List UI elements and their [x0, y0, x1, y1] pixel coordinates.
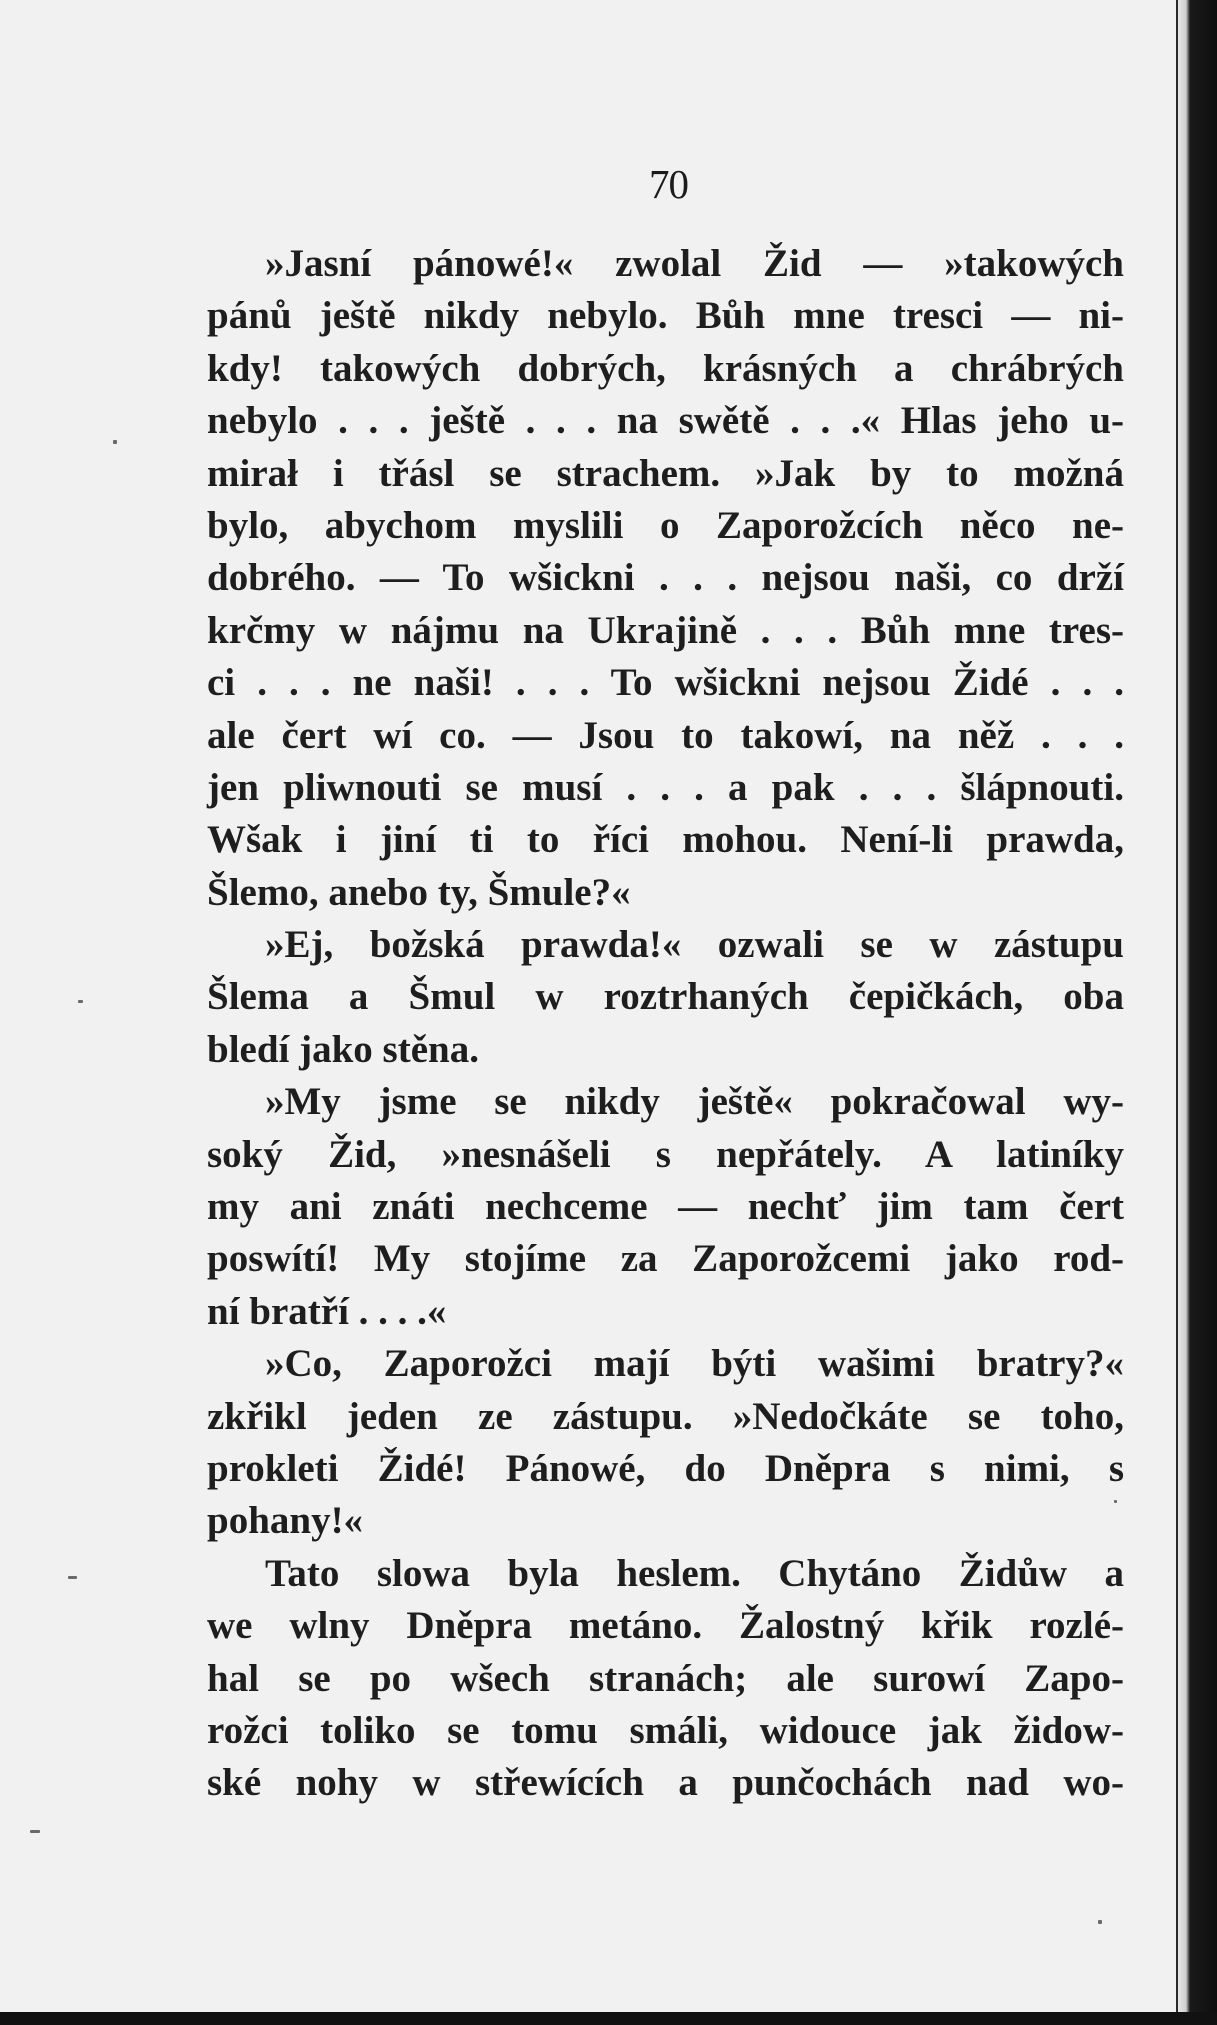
text-line: kdy! takowých dobrých, krásných a chrábrých [207, 346, 1124, 390]
text-line: bylo, abychom myslili o Zaporožcích něco ne- [207, 503, 1124, 547]
text-line: poswítí! My stojíme za Zaporožcemi jako rod- [207, 1237, 1124, 1281]
text-line: Šlema a Šmul w roztrhaných čepičkách, oba [207, 975, 1124, 1019]
text-line: »Co, Zaporožci mají býti wašimi bratry?« [265, 1342, 1124, 1386]
page-number: 70 [649, 161, 688, 207]
text-line: prokleti Židé! Pánowé, do Dněpra s nimi, s [207, 1446, 1124, 1490]
text-line: pánů ještě nikdy nebylo. Bůh mne tresci — ni- [207, 294, 1124, 338]
text-line: pohany!« [207, 1499, 364, 1543]
text-line: jen pliwnouti se musí . . . a pak . . . šlápnouti. [207, 765, 1124, 809]
text-line: my ani znáti nechceme — nechť jim tam čert [207, 1185, 1124, 1229]
text-line: krčmy w nájmu na Ukrajině . . . Bůh mne tres- [207, 608, 1124, 652]
text-line: nebylo . . . ještě . . . na swětě . . .« Hlas jeho u- [207, 399, 1124, 443]
text-line: »Jasní pánowé!« zwolal Žid — »takowých [265, 242, 1124, 285]
page-edge-bottom [0, 2012, 1217, 2025]
text-line: Wšak i jiní ti to říci mohou. Není-li prawda, [207, 818, 1124, 862]
text-line: mirał i třásl se strachem. »Jak by to možná [207, 451, 1124, 495]
text-line: bledí jako stěna. [207, 1027, 479, 1071]
text-line: we wlny Dněpra metáno. Žalostný křik rozlé- [207, 1604, 1124, 1648]
text-line: zkřikl jeden ze zástupu. »Nedočkáte se toho, [207, 1394, 1124, 1438]
text-line: »Ej, božská prawda!« ozwali se w zástupu [265, 923, 1124, 967]
text-line: ské nohy w střewících a punčochách nad wo- [207, 1761, 1124, 1805]
text-line: ní bratří . . . .« [207, 1289, 447, 1333]
text-line: soký Žid, »nesnášeli s nepřátely. A latiníky [207, 1132, 1124, 1176]
text-line: Tato slowa byla heslem. Chytáno Židůw a [265, 1551, 1124, 1595]
text-line: Šlemo, anebo ty, Šmule?« [207, 870, 631, 914]
text-line: ale čert wí co. — Jsou to takowí, na něž . . . [207, 713, 1124, 757]
text-line: rožci toliko se tomu smáli, widouce jak židow- [207, 1708, 1124, 1752]
text-line: »My jsme se nikdy ještě« pokračowal wy- [265, 1080, 1124, 1124]
text-line: dobrého. — To wšickni . . . nejsou naši, co drží [207, 556, 1124, 600]
page-edge-right [1178, 0, 1217, 2025]
body-text [207, 238, 1124, 1810]
text-line: hal se po wšech stranách; ale surowí Zapo- [207, 1656, 1124, 1700]
text-line: ci . . . ne naši! . . . To wšickni nejsou Židé . . . [207, 661, 1124, 705]
